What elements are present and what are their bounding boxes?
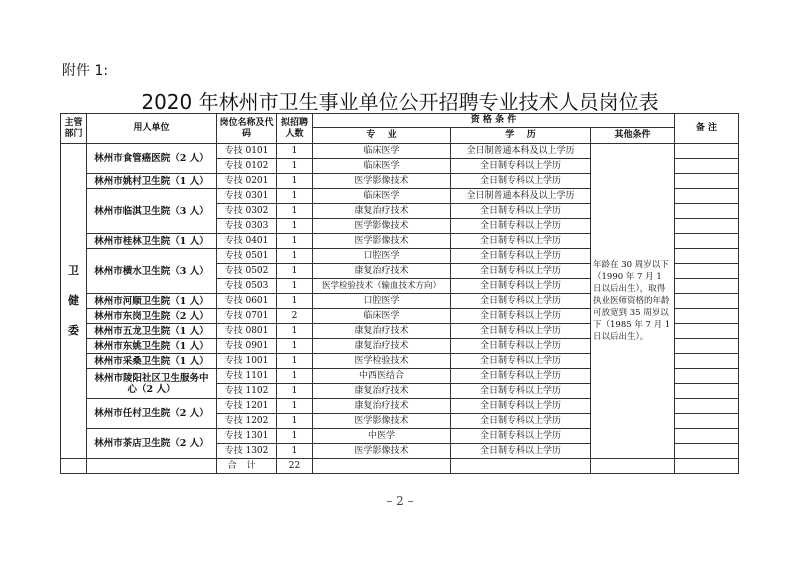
post-cell: 专技 0503 — [217, 279, 277, 294]
total-count: 22 — [277, 459, 313, 474]
major-cell: 医学影像技术 — [313, 174, 451, 189]
header-unit: 用人单位 — [87, 114, 217, 144]
remark-cell — [675, 159, 739, 174]
total-empty-cell — [61, 459, 87, 474]
major-cell: 中西医结合 — [313, 369, 451, 384]
remark-cell — [675, 414, 739, 429]
count-cell: 1 — [277, 174, 313, 189]
education-cell: 全日制专科以上学历 — [451, 324, 591, 339]
positions-table — [60, 113, 739, 474]
unit-cell: 林州市任村卫生院（2 人） — [87, 399, 217, 429]
post-cell: 专技 1201 — [217, 399, 277, 414]
count-cell: 1 — [277, 294, 313, 309]
major-cell: 康复治疗技术 — [313, 204, 451, 219]
major-cell: 临床医学 — [313, 189, 451, 204]
education-cell: 全日制专科以上学历 — [451, 384, 591, 399]
count-cell: 1 — [277, 324, 313, 339]
count-cell: 1 — [277, 339, 313, 354]
unit-cell: 林州市陵阳社区卫生服务中心（2 人） — [87, 369, 217, 399]
post-cell: 专技 1202 — [217, 414, 277, 429]
major-cell: 临床医学 — [313, 309, 451, 324]
post-cell: 专技 1001 — [217, 354, 277, 369]
header-count: 拟招聘人数 — [277, 114, 313, 144]
post-cell: 专技 0601 — [217, 294, 277, 309]
education-cell: 全日制专科以上学历 — [451, 234, 591, 249]
remark-cell — [675, 354, 739, 369]
total-empty-cell — [591, 459, 675, 474]
major-cell: 临床医学 — [313, 144, 451, 159]
count-cell: 1 — [277, 444, 313, 459]
post-cell: 专技 0501 — [217, 249, 277, 264]
post-cell: 专技 0101 — [217, 144, 277, 159]
remark-cell — [675, 174, 739, 189]
unit-cell: 林州市采桑卫生院（1 人） — [87, 354, 217, 369]
major-cell: 康复治疗技术 — [313, 399, 451, 414]
education-cell: 全日制专科以上学历 — [451, 249, 591, 264]
header-qualification: 资 格 条 件 — [313, 114, 675, 128]
post-cell: 专技 0901 — [217, 339, 277, 354]
table-row — [61, 144, 739, 159]
post-cell: 专技 0301 — [217, 189, 277, 204]
remark-cell — [675, 294, 739, 309]
remark-cell — [675, 249, 739, 264]
education-cell: 全日制专科以上学历 — [451, 354, 591, 369]
education-cell: 全日制专科以上学历 — [451, 174, 591, 189]
remark-cell — [675, 144, 739, 159]
header-remark: 备 注 — [675, 114, 739, 144]
education-cell: 全日制专科以上学历 — [451, 279, 591, 294]
post-cell: 专技 0302 — [217, 204, 277, 219]
count-cell: 1 — [277, 369, 313, 384]
education-cell: 全日制专科以上学历 — [451, 264, 591, 279]
unit-cell: 林州市食管癌医院（2 人） — [87, 144, 217, 174]
major-cell: 医学影像技术 — [313, 234, 451, 249]
remark-cell — [675, 339, 739, 354]
unit-cell: 林州市桂林卫生院（1 人） — [87, 234, 217, 249]
post-cell: 专技 1102 — [217, 384, 277, 399]
remark-cell — [675, 429, 739, 444]
education-cell: 全日制专科以上学历 — [451, 429, 591, 444]
count-cell: 1 — [277, 414, 313, 429]
major-cell: 康复治疗技术 — [313, 324, 451, 339]
header-post: 岗位名称及代码 — [217, 114, 277, 144]
major-cell: 临床医学 — [313, 159, 451, 174]
count-cell: 1 — [277, 189, 313, 204]
count-cell: 1 — [277, 204, 313, 219]
header-education: 学 历 — [451, 128, 591, 144]
remark-cell — [675, 384, 739, 399]
education-cell: 全日制专科以上学历 — [451, 204, 591, 219]
header-dept: 主管部门 — [61, 114, 87, 144]
education-cell: 全日制专科以上学历 — [451, 369, 591, 384]
total-empty-cell — [451, 459, 591, 474]
post-cell: 专技 0502 — [217, 264, 277, 279]
education-cell: 全日制专科以上学历 — [451, 309, 591, 324]
department-cell: 卫健委 — [61, 144, 87, 459]
header-major: 专 业 — [313, 128, 451, 144]
count-cell: 1 — [277, 384, 313, 399]
major-cell: 中医学 — [313, 429, 451, 444]
unit-cell: 林州市姚村卫生院（1 人） — [87, 174, 217, 189]
total-empty-cell — [313, 459, 451, 474]
page-number: – 2 – — [386, 494, 414, 508]
count-cell: 1 — [277, 264, 313, 279]
post-cell: 专技 0201 — [217, 174, 277, 189]
major-cell: 康复治疗技术 — [313, 264, 451, 279]
post-cell: 专技 0701 — [217, 309, 277, 324]
education-cell: 全日制专科以上学历 — [451, 414, 591, 429]
remark-cell — [675, 189, 739, 204]
education-cell: 全日制专科以上学历 — [451, 294, 591, 309]
post-cell: 专技 1301 — [217, 429, 277, 444]
remark-cell — [675, 264, 739, 279]
count-cell: 1 — [277, 159, 313, 174]
education-cell: 全日制专科以上学历 — [451, 399, 591, 414]
major-cell: 口腔医学 — [313, 294, 451, 309]
page-title: 2020 年林州市卫生事业单位公开招聘专业技术人员岗位表 — [141, 90, 659, 114]
count-cell: 1 — [277, 279, 313, 294]
other-conditions-cell: 年龄在 30 周岁以下（1990 年 7 月 1 日以后出生），取得执业医师资格的年龄可放宽到 35 周岁以下（1985 年 7 月 1 日以后出生）。 — [591, 144, 675, 459]
major-cell: 康复治疗技术 — [313, 339, 451, 354]
remark-cell — [675, 279, 739, 294]
header-other: 其他条件 — [591, 128, 675, 144]
count-cell: 2 — [277, 309, 313, 324]
major-cell: 医学检验技术（输血技术方向） — [313, 279, 451, 294]
education-cell: 全日制普通本科及以上学历 — [451, 144, 591, 159]
count-cell: 1 — [277, 249, 313, 264]
education-cell: 全日制专科以上学历 — [451, 444, 591, 459]
total-label: 合计 — [217, 459, 277, 474]
education-cell: 全日制专科以上学历 — [451, 339, 591, 354]
remark-cell — [675, 324, 739, 339]
count-cell: 1 — [277, 144, 313, 159]
unit-cell: 林州市五龙卫生院（1 人） — [87, 324, 217, 339]
total-empty-cell — [675, 459, 739, 474]
remark-cell — [675, 444, 739, 459]
major-cell: 医学影像技术 — [313, 414, 451, 429]
major-cell: 康复治疗技术 — [313, 384, 451, 399]
major-cell: 口腔医学 — [313, 249, 451, 264]
unit-cell: 林州市横水卫生院（3 人） — [87, 249, 217, 294]
total-row — [61, 459, 739, 474]
major-cell: 医学影像技术 — [313, 444, 451, 459]
count-cell: 1 — [277, 219, 313, 234]
post-cell: 专技 1302 — [217, 444, 277, 459]
remark-cell — [675, 204, 739, 219]
remark-cell — [675, 234, 739, 249]
count-cell: 1 — [277, 399, 313, 414]
remark-cell — [675, 399, 739, 414]
remark-cell — [675, 369, 739, 384]
unit-cell: 林州市东岗卫生院（2 人） — [87, 309, 217, 324]
post-cell: 专技 0801 — [217, 324, 277, 339]
education-cell: 全日制专科以上学历 — [451, 159, 591, 174]
unit-cell: 林州市河顺卫生院（1 人） — [87, 294, 217, 309]
unit-cell: 林州市茶店卫生院（2 人） — [87, 429, 217, 459]
unit-cell: 林州市东姚卫生院（1 人） — [87, 339, 217, 354]
post-cell: 专技 0102 — [217, 159, 277, 174]
post-cell: 专技 0303 — [217, 219, 277, 234]
major-cell: 医学影像技术 — [313, 219, 451, 234]
remark-cell — [675, 309, 739, 324]
post-cell: 专技 0401 — [217, 234, 277, 249]
total-empty-cell — [87, 459, 217, 474]
post-cell: 专技 1101 — [217, 369, 277, 384]
count-cell: 1 — [277, 354, 313, 369]
unit-cell: 林州市临淇卫生院（3 人） — [87, 189, 217, 234]
remark-cell — [675, 219, 739, 234]
education-cell: 全日制专科以上学历 — [451, 219, 591, 234]
attachment-label: 附件 1: — [62, 63, 109, 79]
major-cell: 医学检验技术 — [313, 354, 451, 369]
count-cell: 1 — [277, 234, 313, 249]
education-cell: 全日制普通本科及以上学历 — [451, 189, 591, 204]
count-cell: 1 — [277, 429, 313, 444]
